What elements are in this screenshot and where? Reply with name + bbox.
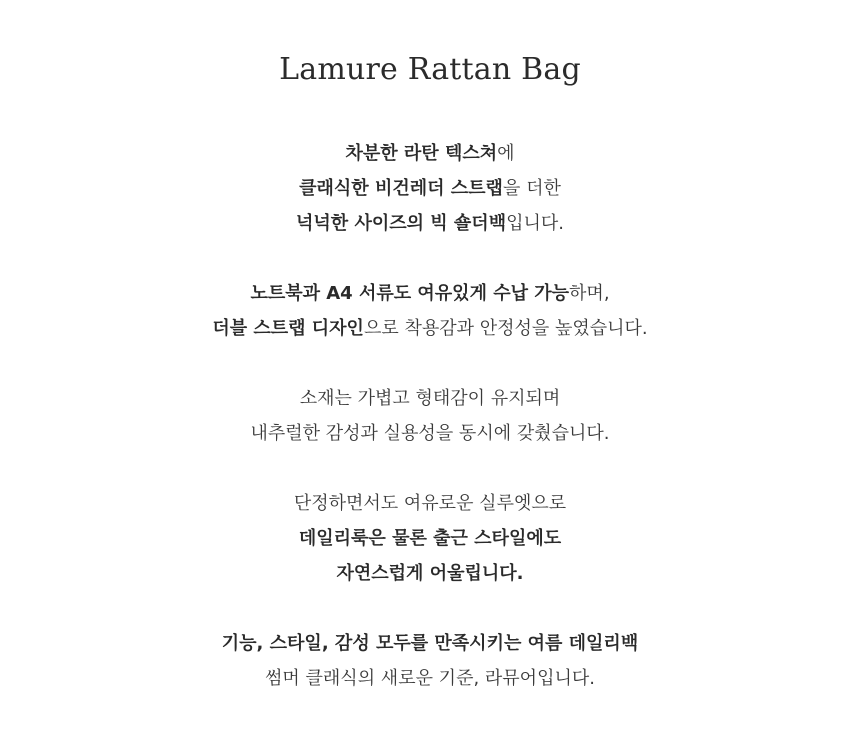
description-line <box>0 661 860 696</box>
description-line <box>0 486 860 521</box>
text-segment: 입니다. <box>506 213 564 234</box>
text-segment: 에 <box>497 143 515 164</box>
description-line <box>0 206 860 241</box>
bold-text-segment: 차분한 라탄 텍스쳐 <box>345 143 498 164</box>
product-description <box>0 136 860 696</box>
description-paragraph <box>0 486 860 591</box>
description-line <box>0 416 860 451</box>
description-line <box>0 626 860 661</box>
bold-text-segment: 클래식한 비건레더 스트랩 <box>299 178 503 199</box>
description-line <box>0 136 860 171</box>
bold-text-segment: 데일리룩은 물론 출근 스타일에도 <box>298 528 562 549</box>
bold-text-segment: 더블 스트랩 디자인 <box>212 318 364 339</box>
text-segment: 내추럴한 감성과 실용성을 동시에 갖췄습니다. <box>250 423 610 444</box>
description-line <box>0 311 860 346</box>
bold-text-segment: 기능, 스타일, 감성 모두를 만족시키는 여름 데일리백 <box>221 633 639 654</box>
description-paragraph <box>0 136 860 241</box>
description-paragraph <box>0 276 860 346</box>
text-segment: 하며, <box>569 283 610 304</box>
description-line <box>0 381 860 416</box>
text-segment: 단정하면서도 여유로운 실루엣으로 <box>293 493 567 514</box>
description-paragraph <box>0 626 860 696</box>
description-line <box>0 276 860 311</box>
text-segment: 을 더한 <box>502 178 561 199</box>
description-line <box>0 521 860 556</box>
bold-text-segment: 자연스럽게 어울립니다. <box>336 563 524 584</box>
description-line <box>0 556 860 591</box>
bold-text-segment: 넉넉한 사이즈의 빅 숄더백 <box>296 213 507 234</box>
description-paragraph <box>0 381 860 451</box>
product-title: Lamure Rattan Bag <box>279 52 581 87</box>
description-line <box>0 171 860 206</box>
text-segment: 소재는 가볍고 형태감이 유지되며 <box>299 388 561 409</box>
bold-text-segment: 노트북과 A4 서류도 여유있게 수납 가능 <box>250 283 570 304</box>
text-segment: 썸머 클래식의 새로운 기준, 라뮤어입니다. <box>265 668 595 689</box>
text-segment: 으로 착용감과 안정성을 높였습니다. <box>363 318 648 339</box>
